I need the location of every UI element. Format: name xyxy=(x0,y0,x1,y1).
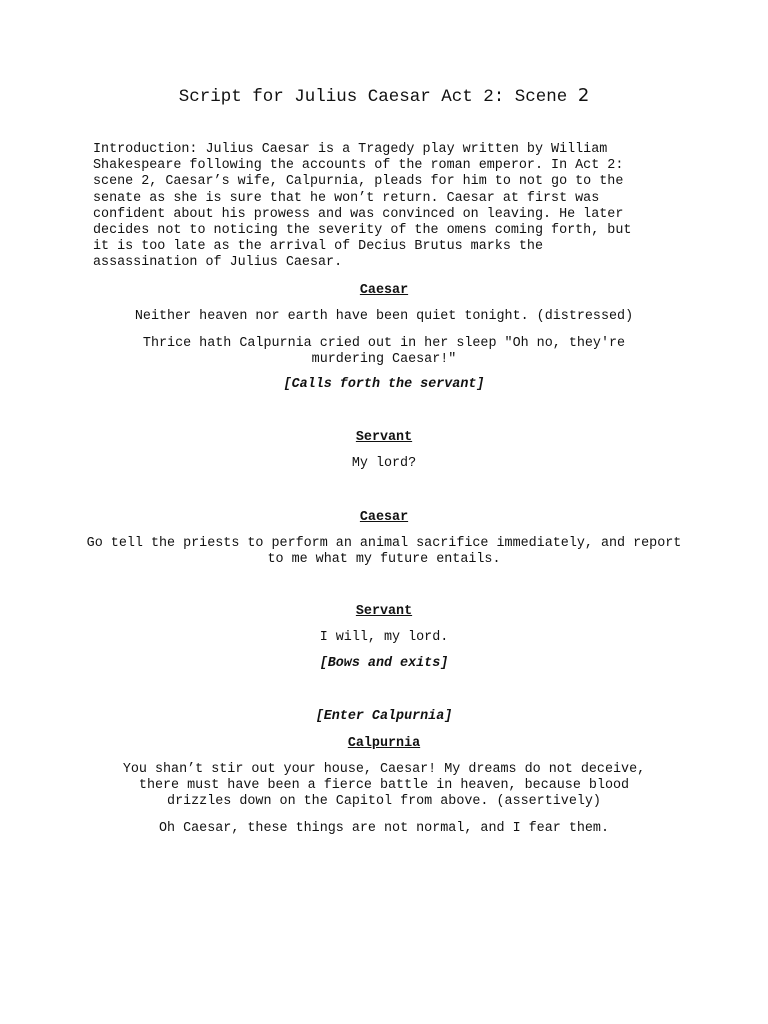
introduction-paragraph: Introduction: Julius Caesar is a Tragedy play written by William Shakespeare following the accounts of the roman emperor. In Act 2: scene 2, Caesar’s wife, Calpurnia, pleads for him to not go to the senate as she is sure that he won’t return. Caesar at first was confident about his prowess and was convinced on leaving. He later decides not to noticing the severity of the omens coming forth, but it is too late as the arrival of Decius Brutus marks the assassination of Julius Caesar. xyxy=(93,142,632,271)
title-scene-number: 2 xyxy=(577,85,590,106)
stage-direction: [Calls forth the servant] xyxy=(283,377,485,392)
speaker-caesar: Caesar xyxy=(359,510,409,525)
dialogue-line: I will, my lord. xyxy=(319,630,449,645)
speaker-servant: Servant xyxy=(355,604,413,619)
dialogue-line: Neither heaven nor earth have been quiet tonight. (distressed) xyxy=(134,309,634,324)
page-title xyxy=(0,84,768,109)
dialogue-line: Go tell the priests to perform an animal sacrifice immediately, and report to me what my future entails. xyxy=(86,536,682,568)
speaker-caesar: Caesar xyxy=(359,283,409,298)
title-text: Script for Julius Caesar Act 2: Scene xyxy=(178,87,578,107)
dialogue-line: My lord? xyxy=(351,456,417,471)
stage-direction: [Enter Calpurnia] xyxy=(315,709,453,724)
dialogue-line: You shan’t stir out your house, Caesar! My dreams do not deceive, there must have been a fierce battle in heaven, because blood drizzles down on the Capitol from above. (assertively) xyxy=(122,762,646,810)
dialogue-line: Oh Caesar, these things are not normal, and I fear them. xyxy=(159,821,609,836)
speaker-servant: Servant xyxy=(355,430,413,445)
stage-direction: [Bows and exits] xyxy=(319,656,449,671)
speaker-calpurnia: Calpurnia xyxy=(347,736,421,751)
dialogue-line: Thrice hath Calpurnia cried out in her sleep "Oh no, they're murdering Caesar!" xyxy=(142,336,626,368)
